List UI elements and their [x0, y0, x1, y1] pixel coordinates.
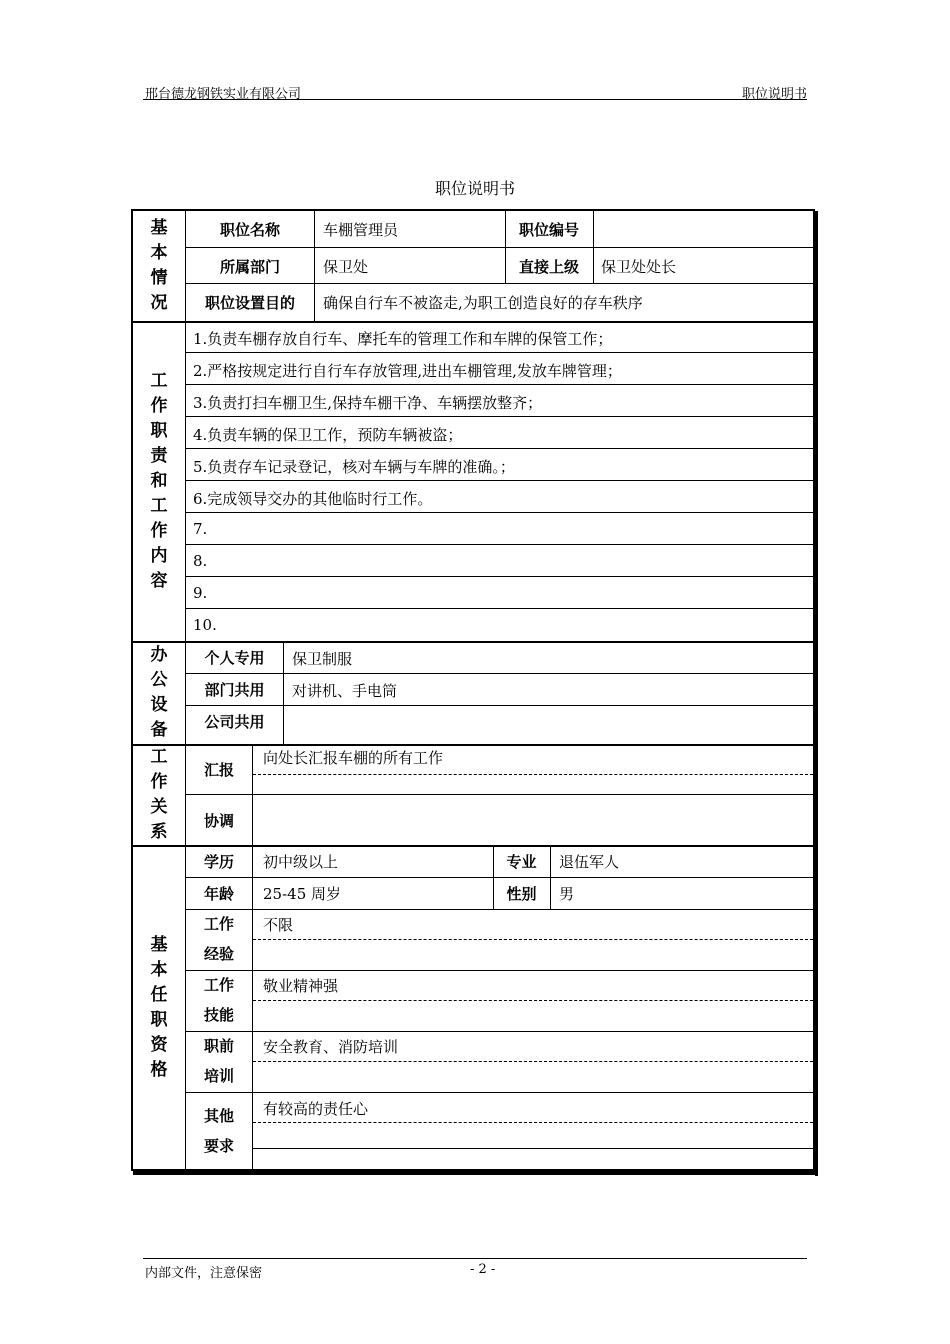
column-divider	[505, 211, 506, 283]
department-label: 所属部门	[219, 257, 280, 276]
row-divider	[185, 352, 813, 353]
column-divider	[593, 211, 594, 283]
duty-item: 5.负责存车记录登记，核对车辆与车牌的准确。；	[193, 458, 515, 476]
footer-divider	[143, 1258, 807, 1259]
training-label: 职前 培训	[203, 1037, 234, 1085]
department-value: 保卫处	[323, 258, 369, 276]
position-name-value: 车棚管理员	[323, 221, 399, 239]
experience-label: 工作 经验	[203, 915, 234, 963]
page-number: - 2 -	[470, 1262, 496, 1277]
row-divider	[185, 480, 813, 481]
position-name-label: 职位名称	[219, 220, 280, 239]
row-divider	[185, 705, 813, 706]
duty-item: 1.负责车棚存放自行车、摩托车的管理工作和车牌的保管工作；	[193, 330, 613, 348]
header-company: 邢台德龙钢铁实业有限公司	[145, 87, 302, 102]
section-qualifications: 基 本 任 职 资 格	[150, 935, 168, 1080]
row-divider	[185, 1092, 813, 1093]
section-divider	[133, 641, 813, 643]
duty-item: 8.	[193, 552, 208, 570]
major-label: 专业	[506, 852, 537, 871]
row-divider	[185, 608, 813, 609]
dashed-line	[253, 939, 813, 940]
section-divider	[133, 845, 813, 847]
row-divider	[185, 384, 813, 385]
skills-label: 工作 技能	[203, 976, 234, 1024]
superior-label: 直接上级	[518, 257, 579, 276]
section-duties: 工 作 职 责 和 工 作 内 容	[150, 370, 168, 591]
report-label: 汇报	[203, 760, 234, 779]
column-divider	[314, 211, 315, 321]
duty-item: 2.严格按规定进行自行车存放管理,进出车棚管理,发放车牌管理；	[193, 362, 622, 380]
header-doc-type: 职位说明书	[741, 87, 807, 102]
age-value: 25-45 周岁	[263, 885, 342, 903]
section-column-divider	[185, 211, 186, 1171]
gender-value: 男	[559, 885, 575, 903]
page-title: 职位说明书	[434, 179, 515, 198]
education-label: 学历	[203, 852, 234, 871]
section-divider	[133, 744, 813, 746]
skills-value: 敬业精神强	[263, 977, 339, 995]
column-divider	[493, 845, 494, 909]
row-divider	[185, 283, 813, 284]
dashed-line	[253, 774, 813, 775]
dashed-line	[253, 1061, 813, 1062]
dashed-line	[253, 1000, 813, 1001]
dashed-line	[253, 1122, 813, 1123]
report-value: 向处长汇报车棚的所有工作	[263, 749, 444, 767]
other-requirements-value: 有较高的责任心	[263, 1100, 369, 1118]
position-code-label: 职位编号	[518, 220, 579, 239]
row-divider	[252, 1148, 813, 1149]
row-divider	[185, 909, 813, 910]
section-equipment: 办 公 设 备	[150, 644, 168, 740]
duty-item: 4.负责车辆的保卫工作，预防车辆被盗；	[193, 426, 463, 444]
duty-item: 10.	[193, 616, 217, 634]
footer-note: 内部文件，注意保密	[145, 1266, 263, 1281]
training-value: 安全教育、消防培训	[263, 1038, 399, 1056]
coordinate-label: 协调	[203, 811, 234, 830]
row-divider	[185, 448, 813, 449]
section-divider	[133, 321, 813, 323]
purpose-label: 职位设置目的	[204, 294, 295, 312]
duty-item: 9.	[193, 584, 208, 602]
row-divider	[185, 794, 813, 795]
section-basic-info: 基 本 情 况	[150, 218, 168, 313]
table-shadow-right	[815, 211, 818, 1176]
column-divider	[550, 845, 551, 909]
job-description-table	[131, 209, 815, 1171]
major-value: 退伍军人	[559, 853, 620, 871]
personal-equipment-value: 保卫制服	[292, 650, 353, 668]
row-divider	[185, 673, 813, 674]
column-divider	[252, 744, 253, 1171]
duty-item: 6.完成领导交办的其他临时行工作。	[193, 490, 433, 508]
department-equipment-value: 对讲机、手电筒	[292, 682, 398, 700]
duty-item: 3.负责打扫车棚卫生,保持车棚干净、车辆摆放整齐；	[193, 394, 543, 412]
department-equipment-label: 部门共用	[204, 680, 265, 699]
row-divider	[185, 1031, 813, 1032]
other-requirements-label: 其他 要求	[203, 1107, 234, 1155]
section-relations: 工 作 关 系	[150, 746, 168, 842]
column-divider	[283, 641, 284, 744]
purpose-value: 确保自行车不被盗走,为职工创造良好的存车秩序	[323, 294, 643, 312]
gender-label: 性别	[506, 884, 537, 903]
row-divider	[185, 877, 813, 878]
row-divider	[185, 970, 813, 971]
superior-value: 保卫处处长	[601, 258, 677, 276]
row-divider	[185, 576, 813, 577]
row-divider	[185, 416, 813, 417]
row-divider	[185, 512, 813, 513]
table-shadow-bottom	[133, 1171, 818, 1175]
duty-item: 7.	[193, 520, 208, 538]
experience-value: 不限	[263, 916, 294, 934]
age-label: 年龄	[203, 884, 234, 903]
education-value: 初中级以上	[263, 853, 339, 871]
personal-equipment-label: 个人专用	[204, 648, 265, 667]
row-divider	[185, 247, 813, 248]
company-equipment-label: 公司共用	[204, 712, 265, 731]
header-divider	[143, 99, 807, 100]
row-divider	[185, 544, 813, 545]
